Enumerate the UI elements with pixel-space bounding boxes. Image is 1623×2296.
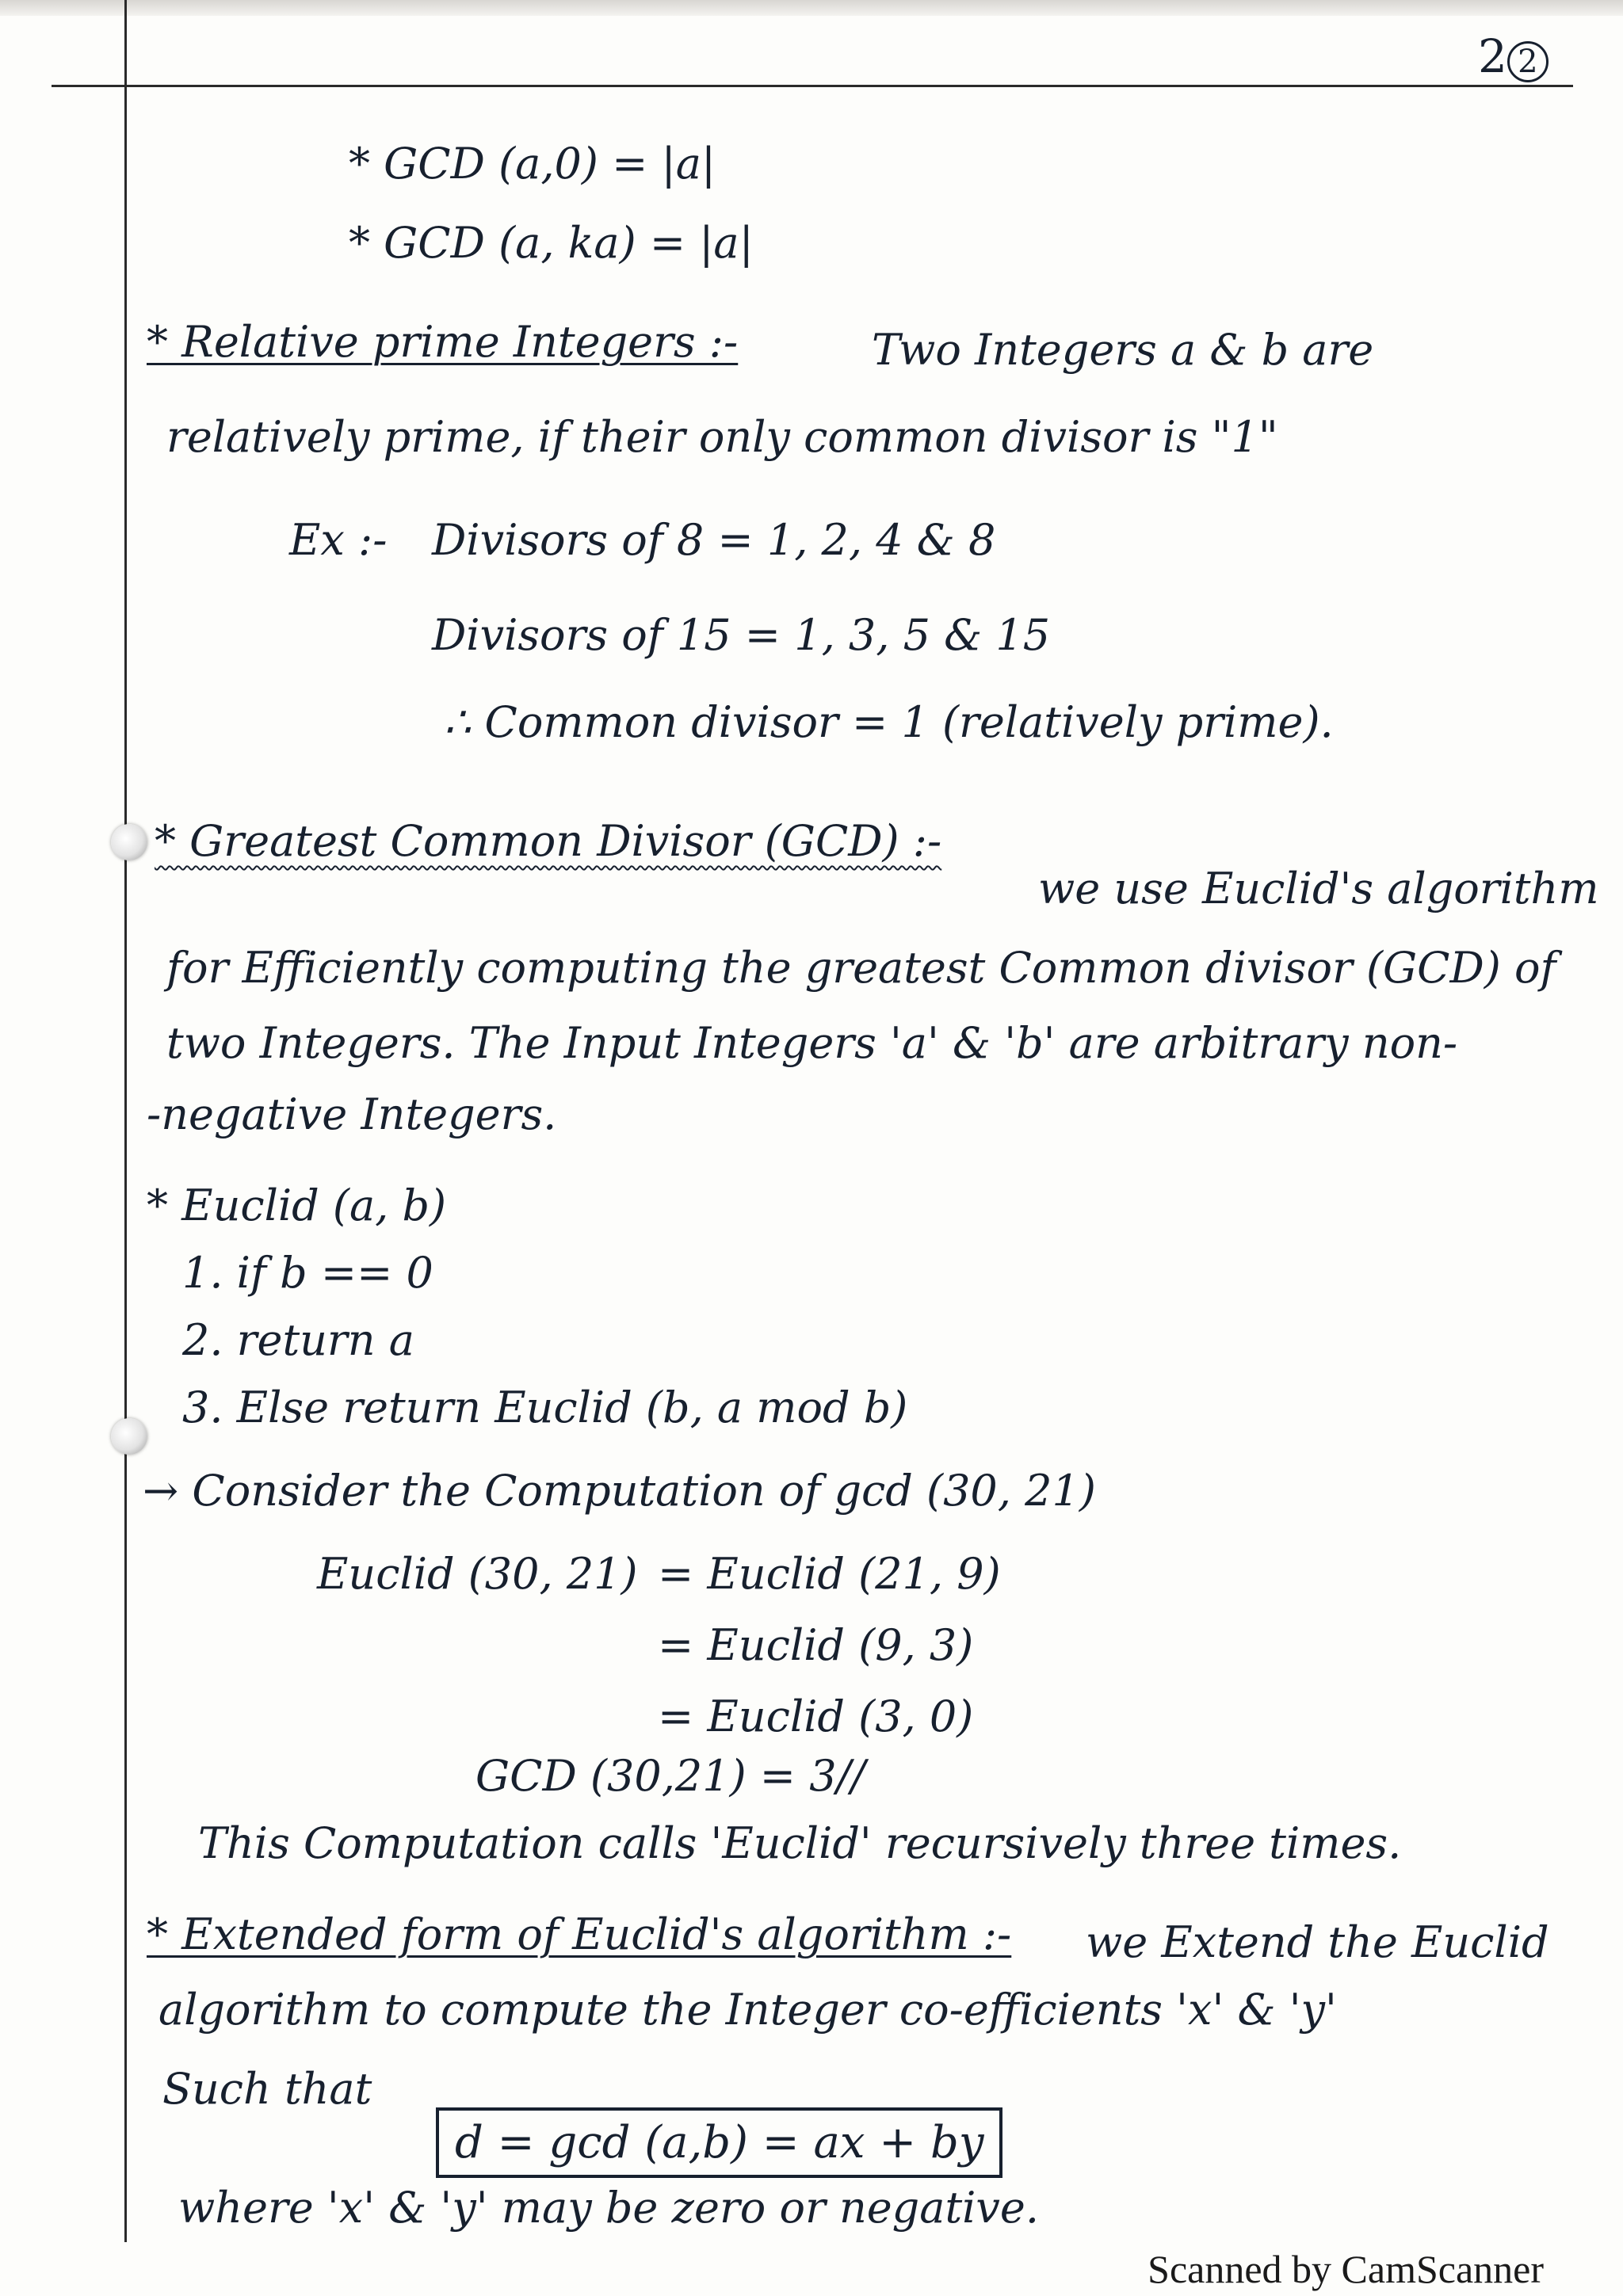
computation-lhs: Euclid (30, 21) — [317, 1549, 638, 1599]
relative-prime-definition: Two Integers a & b are — [872, 325, 1374, 375]
computation-result: GCD (30,21) = 3// — [475, 1751, 865, 1801]
relative-prime-definition-cont: relatively prime, if their only common divisor is "1" — [166, 412, 1278, 462]
gcd-description-line: two Integers. The Input Integers 'a' & 'b' are arbitrary non- — [166, 1018, 1458, 1068]
example-conclusion: ∴ Common divisor = 1 (relatively prime). — [444, 697, 1334, 747]
relative-prime-heading: * Relative prime Integers :- — [147, 317, 739, 367]
example-divisors-8: Divisors of 8 = 1, 2, 4 & 8 — [432, 515, 996, 565]
gcd-description-line: for Efficiently computing the greatest Common divisor (GCD) of — [166, 943, 1556, 993]
gcd-heading: * Greatest Common Divisor (GCD) :- — [155, 816, 942, 866]
computation-step: = Euclid (9, 3) — [658, 1620, 974, 1670]
computation-intro: → Consider the Computation of gcd (30, 21) — [143, 1466, 1096, 1516]
gcd-intro: we use Euclid's algorithm — [1038, 864, 1599, 913]
gcd-property-multiple: * GCD (a, ka) = |a| — [349, 218, 754, 268]
gcd-property-zero: * GCD (a,0) = |a| — [349, 139, 716, 189]
example-divisors-15: Divisors of 15 = 1, 3, 5 & 15 — [432, 610, 1051, 660]
top-margin-line — [52, 85, 1573, 87]
example-label: Ex :- — [289, 515, 388, 565]
extended-euclid-where: where 'x' & 'y' may be zero or negative. — [178, 2183, 1040, 2233]
punch-hole-icon — [111, 1418, 147, 1455]
extended-euclid-line: Such that — [162, 2064, 372, 2114]
page-top-shadow — [0, 0, 1623, 16]
page-number: 2 2 — [1478, 33, 1549, 82]
computation-step: = Euclid (3, 0) — [658, 1691, 974, 1741]
euclid-step: 1. if b == 0 — [182, 1248, 433, 1298]
circled-page-number: 2 — [1507, 41, 1549, 82]
gcd-description-line: -negative Integers. — [147, 1089, 557, 1139]
punch-hole-icon — [111, 824, 147, 860]
euclid-algorithm-title: * Euclid (a, b) — [147, 1180, 447, 1230]
computation-step: = Euclid (21, 9) — [658, 1549, 1001, 1599]
computation-note: This Computation calls 'Euclid' recursively three times. — [198, 1818, 1402, 1868]
euclid-step: 3. Else return Euclid (b, a mod b) — [182, 1383, 908, 1432]
extended-euclid-intro: we Extend the Euclid — [1086, 1917, 1549, 1967]
bezout-formula-box: d = gcd (a,b) = ax + by — [436, 2107, 1002, 2178]
extended-euclid-line: algorithm to compute the Integer co-efficients 'x' & 'y' — [158, 1985, 1337, 2035]
euclid-step: 2. return a — [182, 1315, 414, 1365]
scanner-watermark: Scanned by CamScanner — [1148, 2247, 1544, 2291]
left-margin-line — [124, 0, 127, 2242]
extended-euclid-heading: * Extended form of Euclid's algorithm :- — [147, 1909, 1012, 1959]
